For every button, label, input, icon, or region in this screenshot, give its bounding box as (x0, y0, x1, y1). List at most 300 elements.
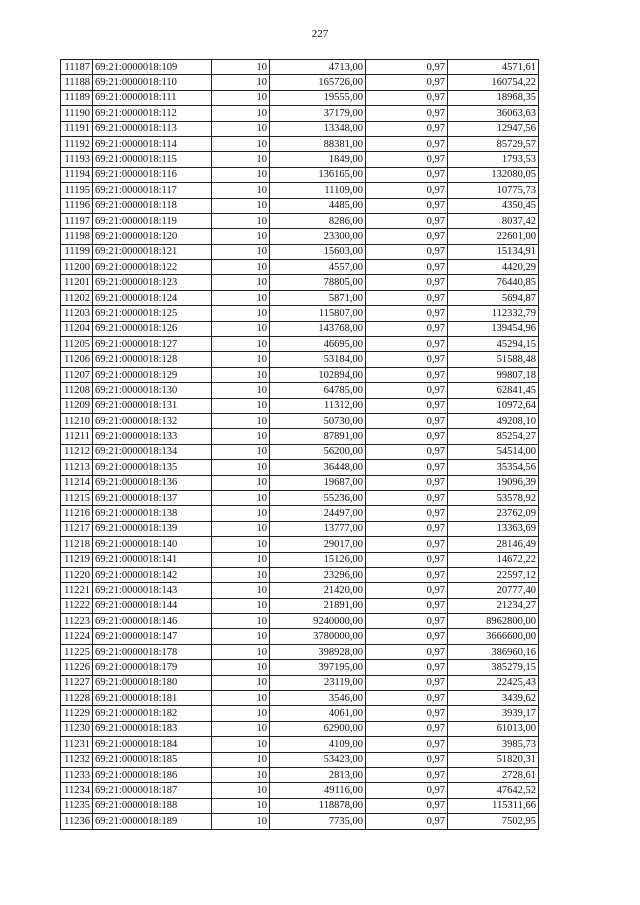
table-row (61, 521, 539, 536)
coefficient-cell: 0,97 (366, 352, 448, 367)
cadastral-number-cell: 69:21:0000018:179 (93, 660, 212, 675)
value-cell: 23300,00 (270, 229, 366, 244)
coefficient-cell: 0,97 (366, 213, 448, 228)
table-row (61, 444, 539, 459)
row-number-cell: 11188 (61, 75, 93, 90)
row-number-cell: 11232 (61, 752, 93, 767)
row-number-cell: 11195 (61, 183, 93, 198)
result-cell: 7502,95 (448, 814, 539, 829)
row-number-cell: 11191 (61, 121, 93, 136)
coefficient-cell: 0,97 (366, 644, 448, 659)
result-cell: 23762,09 (448, 506, 539, 521)
row-number-cell: 11229 (61, 706, 93, 721)
table-row (61, 290, 539, 305)
value-cell: 8286,00 (270, 213, 366, 228)
table-row (61, 629, 539, 644)
result-cell: 49208,10 (448, 413, 539, 428)
value-cell: 3780000,00 (270, 629, 366, 644)
row-number-cell: 11228 (61, 691, 93, 706)
result-cell: 51588,48 (448, 352, 539, 367)
value-cell: 136165,00 (270, 167, 366, 182)
coefficient-cell: 0,97 (366, 490, 448, 505)
coefficient-cell: 0,97 (366, 475, 448, 490)
row-number-cell: 11212 (61, 444, 93, 459)
row-number-cell: 11193 (61, 152, 93, 167)
count-cell: 10 (212, 75, 270, 90)
cadastral-number-cell: 69:21:0000018:109 (93, 60, 212, 75)
count-cell: 10 (212, 90, 270, 105)
value-cell: 29017,00 (270, 537, 366, 552)
coefficient-cell: 0,97 (366, 398, 448, 413)
result-cell: 10972,64 (448, 398, 539, 413)
row-number-cell: 11217 (61, 521, 93, 536)
result-cell: 21234,27 (448, 598, 539, 613)
table-row (61, 198, 539, 213)
value-cell: 36448,00 (270, 460, 366, 475)
cadastral-number-cell: 69:21:0000018:188 (93, 798, 212, 813)
row-number-cell: 11226 (61, 660, 93, 675)
count-cell: 10 (212, 321, 270, 336)
result-cell: 19096,39 (448, 475, 539, 490)
count-cell: 10 (212, 814, 270, 829)
table-row (61, 737, 539, 752)
value-cell: 11312,00 (270, 398, 366, 413)
table-row (61, 60, 539, 75)
cadastral-number-cell: 69:21:0000018:121 (93, 244, 212, 259)
value-cell: 24497,00 (270, 506, 366, 521)
table-row (61, 767, 539, 782)
coefficient-cell: 0,97 (366, 106, 448, 121)
row-number-cell: 11194 (61, 167, 93, 182)
coefficient-cell: 0,97 (366, 229, 448, 244)
table-row (61, 75, 539, 90)
cadastral-number-cell: 69:21:0000018:144 (93, 598, 212, 613)
coefficient-cell: 0,97 (366, 537, 448, 552)
cadastral-number-cell: 69:21:0000018:182 (93, 706, 212, 721)
row-number-cell: 11196 (61, 198, 93, 213)
result-cell: 14672,22 (448, 552, 539, 567)
result-cell: 386960,16 (448, 644, 539, 659)
cadastral-number-cell: 69:21:0000018:129 (93, 367, 212, 382)
result-cell: 12947,56 (448, 121, 539, 136)
count-cell: 10 (212, 383, 270, 398)
cadastral-number-cell: 69:21:0000018:134 (93, 444, 212, 459)
cadastral-number-cell: 69:21:0000018:122 (93, 260, 212, 275)
value-cell: 2813,00 (270, 767, 366, 782)
value-cell: 88381,00 (270, 136, 366, 151)
table-row (61, 475, 539, 490)
result-cell: 20777,40 (448, 583, 539, 598)
value-cell: 15603,00 (270, 244, 366, 259)
value-cell: 398928,00 (270, 644, 366, 659)
value-cell: 49116,00 (270, 783, 366, 798)
cadastral-number-cell: 69:21:0000018:186 (93, 767, 212, 782)
count-cell: 10 (212, 136, 270, 151)
count-cell: 10 (212, 798, 270, 813)
row-number-cell: 11206 (61, 352, 93, 367)
cadastral-number-cell: 69:21:0000018:112 (93, 106, 212, 121)
result-cell: 18968,35 (448, 90, 539, 105)
coefficient-cell: 0,97 (366, 629, 448, 644)
cadastral-number-cell: 69:21:0000018:119 (93, 213, 212, 228)
value-cell: 55236,00 (270, 490, 366, 505)
row-number-cell: 11205 (61, 337, 93, 352)
cadastral-number-cell: 69:21:0000018:187 (93, 783, 212, 798)
table-row (61, 383, 539, 398)
cadastral-number-cell: 69:21:0000018:141 (93, 552, 212, 567)
row-number-cell: 11219 (61, 552, 93, 567)
table-row (61, 675, 539, 690)
coefficient-cell: 0,97 (366, 721, 448, 736)
row-number-cell: 11231 (61, 737, 93, 752)
cadastral-number-cell: 69:21:0000018:123 (93, 275, 212, 290)
row-number-cell: 11187 (61, 60, 93, 75)
cadastral-number-cell: 69:21:0000018:120 (93, 229, 212, 244)
count-cell: 10 (212, 429, 270, 444)
cadastral-number-cell: 69:21:0000018:111 (93, 90, 212, 105)
cadastral-number-cell: 69:21:0000018:178 (93, 644, 212, 659)
coefficient-cell: 0,97 (366, 198, 448, 213)
result-cell: 61013,00 (448, 721, 539, 736)
result-cell: 3939,17 (448, 706, 539, 721)
table-row (61, 814, 539, 829)
row-number-cell: 11216 (61, 506, 93, 521)
cadastral-number-cell: 69:21:0000018:125 (93, 306, 212, 321)
table-row (61, 213, 539, 228)
table-row (61, 798, 539, 813)
row-number-cell: 11203 (61, 306, 93, 321)
result-cell: 4420,29 (448, 260, 539, 275)
table-row (61, 721, 539, 736)
coefficient-cell: 0,97 (366, 752, 448, 767)
coefficient-cell: 0,97 (366, 244, 448, 259)
result-cell: 36063,63 (448, 106, 539, 121)
row-number-cell: 11224 (61, 629, 93, 644)
value-cell: 4557,00 (270, 260, 366, 275)
table-row (61, 306, 539, 321)
result-cell: 1793,53 (448, 152, 539, 167)
row-number-cell: 11223 (61, 614, 93, 629)
table-row (61, 537, 539, 552)
result-cell: 3985,73 (448, 737, 539, 752)
cadastral-number-cell: 69:21:0000018:184 (93, 737, 212, 752)
coefficient-cell: 0,97 (366, 383, 448, 398)
result-cell: 132080,05 (448, 167, 539, 182)
cadastral-number-cell: 69:21:0000018:113 (93, 121, 212, 136)
table-row (61, 106, 539, 121)
result-cell: 22601,00 (448, 229, 539, 244)
value-cell: 11109,00 (270, 183, 366, 198)
value-cell: 13348,00 (270, 121, 366, 136)
coefficient-cell: 0,97 (366, 675, 448, 690)
result-cell: 45294,15 (448, 337, 539, 352)
value-cell: 62900,00 (270, 721, 366, 736)
coefficient-cell: 0,97 (366, 183, 448, 198)
result-cell: 54514,00 (448, 444, 539, 459)
result-cell: 3439,62 (448, 691, 539, 706)
cadastral-number-cell: 69:21:0000018:126 (93, 321, 212, 336)
coefficient-cell: 0,97 (366, 413, 448, 428)
value-cell: 46695,00 (270, 337, 366, 352)
value-cell: 4485,00 (270, 198, 366, 213)
row-number-cell: 11198 (61, 229, 93, 244)
table-row (61, 136, 539, 151)
count-cell: 10 (212, 783, 270, 798)
value-cell: 23296,00 (270, 567, 366, 582)
table-row (61, 90, 539, 105)
cadastral-number-cell: 69:21:0000018:147 (93, 629, 212, 644)
value-cell: 21891,00 (270, 598, 366, 613)
table-row (61, 413, 539, 428)
value-cell: 143768,00 (270, 321, 366, 336)
result-cell: 62841,45 (448, 383, 539, 398)
value-cell: 19687,00 (270, 475, 366, 490)
coefficient-cell: 0,97 (366, 75, 448, 90)
coefficient-cell: 0,97 (366, 290, 448, 305)
cadastral-number-cell: 69:21:0000018:128 (93, 352, 212, 367)
value-cell: 3546,00 (270, 691, 366, 706)
count-cell: 10 (212, 152, 270, 167)
result-cell: 10775,73 (448, 183, 539, 198)
value-cell: 1849,00 (270, 152, 366, 167)
count-cell: 10 (212, 121, 270, 136)
row-number-cell: 11189 (61, 90, 93, 105)
row-number-cell: 11236 (61, 814, 93, 829)
cadastral-number-cell: 69:21:0000018:131 (93, 398, 212, 413)
cadastral-number-cell: 69:21:0000018:116 (93, 167, 212, 182)
cadastral-number-cell: 69:21:0000018:132 (93, 413, 212, 428)
row-number-cell: 11234 (61, 783, 93, 798)
count-cell: 10 (212, 490, 270, 505)
table-row (61, 706, 539, 721)
cadastral-number-cell: 69:21:0000018:117 (93, 183, 212, 198)
row-number-cell: 11214 (61, 475, 93, 490)
result-cell: 22425,43 (448, 675, 539, 690)
row-number-cell: 11208 (61, 383, 93, 398)
coefficient-cell: 0,97 (366, 152, 448, 167)
table-row (61, 321, 539, 336)
row-number-cell: 11233 (61, 767, 93, 782)
cadastral-number-cell: 69:21:0000018:124 (93, 290, 212, 305)
table-row (61, 244, 539, 259)
coefficient-cell: 0,97 (366, 691, 448, 706)
value-cell: 397195,00 (270, 660, 366, 675)
value-cell: 15126,00 (270, 552, 366, 567)
table-row (61, 552, 539, 567)
coefficient-cell: 0,97 (366, 783, 448, 798)
table-row (61, 783, 539, 798)
value-cell: 4109,00 (270, 737, 366, 752)
result-cell: 35354,56 (448, 460, 539, 475)
row-number-cell: 11190 (61, 106, 93, 121)
value-cell: 5871,00 (270, 290, 366, 305)
coefficient-cell: 0,97 (366, 521, 448, 536)
count-cell: 10 (212, 614, 270, 629)
coefficient-cell: 0,97 (366, 598, 448, 613)
value-cell: 56200,00 (270, 444, 366, 459)
table-row (61, 490, 539, 505)
value-cell: 115807,00 (270, 306, 366, 321)
coefficient-cell: 0,97 (366, 60, 448, 75)
table-row (61, 260, 539, 275)
row-number-cell: 11222 (61, 598, 93, 613)
result-cell: 99807,18 (448, 367, 539, 382)
count-cell: 10 (212, 183, 270, 198)
count-cell: 10 (212, 675, 270, 690)
coefficient-cell: 0,97 (366, 444, 448, 459)
coefficient-cell: 0,97 (366, 706, 448, 721)
value-cell: 13777,00 (270, 521, 366, 536)
coefficient-cell: 0,97 (366, 798, 448, 813)
table-row (61, 752, 539, 767)
cadastral-number-cell: 69:21:0000018:115 (93, 152, 212, 167)
table-row (61, 367, 539, 382)
result-cell: 4571,61 (448, 60, 539, 75)
table-row (61, 152, 539, 167)
result-cell: 139454,96 (448, 321, 539, 336)
value-cell: 53184,00 (270, 352, 366, 367)
result-cell: 2728,61 (448, 767, 539, 782)
value-cell: 50730,00 (270, 413, 366, 428)
table-row (61, 398, 539, 413)
table-row (61, 337, 539, 352)
coefficient-cell: 0,97 (366, 583, 448, 598)
coefficient-cell: 0,97 (366, 506, 448, 521)
coefficient-cell: 0,97 (366, 136, 448, 151)
count-cell: 10 (212, 290, 270, 305)
count-cell: 10 (212, 398, 270, 413)
value-cell: 165726,00 (270, 75, 366, 90)
cadastral-number-cell: 69:21:0000018:136 (93, 475, 212, 490)
cadastral-number-cell: 69:21:0000018:189 (93, 814, 212, 829)
table-body (61, 60, 539, 830)
row-number-cell: 11200 (61, 260, 93, 275)
page-number: 227 (311, 28, 329, 40)
coefficient-cell: 0,97 (366, 167, 448, 182)
count-cell: 10 (212, 583, 270, 598)
value-cell: 102894,00 (270, 367, 366, 382)
cadastral-number-cell: 69:21:0000018:143 (93, 583, 212, 598)
result-cell: 5694,87 (448, 290, 539, 305)
cadastral-number-cell: 69:21:0000018:146 (93, 614, 212, 629)
cadastral-number-cell: 69:21:0000018:138 (93, 506, 212, 521)
coefficient-cell: 0,97 (366, 767, 448, 782)
count-cell: 10 (212, 413, 270, 428)
row-number-cell: 11213 (61, 460, 93, 475)
count-cell: 10 (212, 598, 270, 613)
row-number-cell: 11197 (61, 213, 93, 228)
cadastral-number-cell: 69:21:0000018:137 (93, 490, 212, 505)
count-cell: 10 (212, 337, 270, 352)
table-row (61, 275, 539, 290)
count-cell: 10 (212, 198, 270, 213)
value-cell: 23119,00 (270, 675, 366, 690)
table-row (61, 121, 539, 136)
count-cell: 10 (212, 244, 270, 259)
row-number-cell: 11192 (61, 136, 93, 151)
result-cell: 112332,79 (448, 306, 539, 321)
coefficient-cell: 0,97 (366, 260, 448, 275)
coefficient-cell: 0,97 (366, 275, 448, 290)
value-cell: 53423,00 (270, 752, 366, 767)
value-cell: 87891,00 (270, 429, 366, 444)
result-cell: 85729,57 (448, 136, 539, 151)
cadastral-number-cell: 69:21:0000018:135 (93, 460, 212, 475)
table-row (61, 660, 539, 675)
count-cell: 10 (212, 367, 270, 382)
cadastral-number-cell: 69:21:0000018:133 (93, 429, 212, 444)
table-row (61, 598, 539, 613)
cadastral-number-cell: 69:21:0000018:118 (93, 198, 212, 213)
result-cell: 22597,12 (448, 567, 539, 582)
table-row (61, 583, 539, 598)
count-cell: 10 (212, 537, 270, 552)
result-cell: 53578,92 (448, 490, 539, 505)
row-number-cell: 11204 (61, 321, 93, 336)
value-cell: 9240000,00 (270, 614, 366, 629)
count-cell: 10 (212, 213, 270, 228)
row-number-cell: 11220 (61, 567, 93, 582)
cadastral-number-cell: 69:21:0000018:114 (93, 136, 212, 151)
result-cell: 115311,66 (448, 798, 539, 813)
cadastral-number-cell: 69:21:0000018:183 (93, 721, 212, 736)
table-row (61, 567, 539, 582)
result-cell: 47642,52 (448, 783, 539, 798)
result-cell: 51820,31 (448, 752, 539, 767)
table-row (61, 691, 539, 706)
cadastral-number-cell: 69:21:0000018:180 (93, 675, 212, 690)
count-cell: 10 (212, 644, 270, 659)
table-row (61, 506, 539, 521)
count-cell: 10 (212, 506, 270, 521)
cadastral-number-cell: 69:21:0000018:185 (93, 752, 212, 767)
coefficient-cell: 0,97 (366, 737, 448, 752)
coefficient-cell: 0,97 (366, 121, 448, 136)
row-number-cell: 11209 (61, 398, 93, 413)
count-cell: 10 (212, 260, 270, 275)
value-cell: 7735,00 (270, 814, 366, 829)
count-cell: 10 (212, 444, 270, 459)
table-row (61, 644, 539, 659)
count-cell: 10 (212, 106, 270, 121)
value-cell: 4713,00 (270, 60, 366, 75)
table-row (61, 352, 539, 367)
coefficient-cell: 0,97 (366, 460, 448, 475)
result-cell: 28146,49 (448, 537, 539, 552)
result-cell: 76440,85 (448, 275, 539, 290)
cadastral-number-cell: 69:21:0000018:130 (93, 383, 212, 398)
count-cell: 10 (212, 352, 270, 367)
count-cell: 10 (212, 306, 270, 321)
cadastral-value-table (60, 59, 539, 830)
row-number-cell: 11230 (61, 721, 93, 736)
value-cell: 21420,00 (270, 583, 366, 598)
value-cell: 37179,00 (270, 106, 366, 121)
count-cell: 10 (212, 275, 270, 290)
count-cell: 10 (212, 167, 270, 182)
cadastral-number-cell: 69:21:0000018:181 (93, 691, 212, 706)
coefficient-cell: 0,97 (366, 367, 448, 382)
count-cell: 10 (212, 721, 270, 736)
result-cell: 15134,91 (448, 244, 539, 259)
table-row (61, 229, 539, 244)
count-cell: 10 (212, 706, 270, 721)
count-cell: 10 (212, 552, 270, 567)
table-row (61, 614, 539, 629)
coefficient-cell: 0,97 (366, 567, 448, 582)
row-number-cell: 11201 (61, 275, 93, 290)
coefficient-cell: 0,97 (366, 429, 448, 444)
